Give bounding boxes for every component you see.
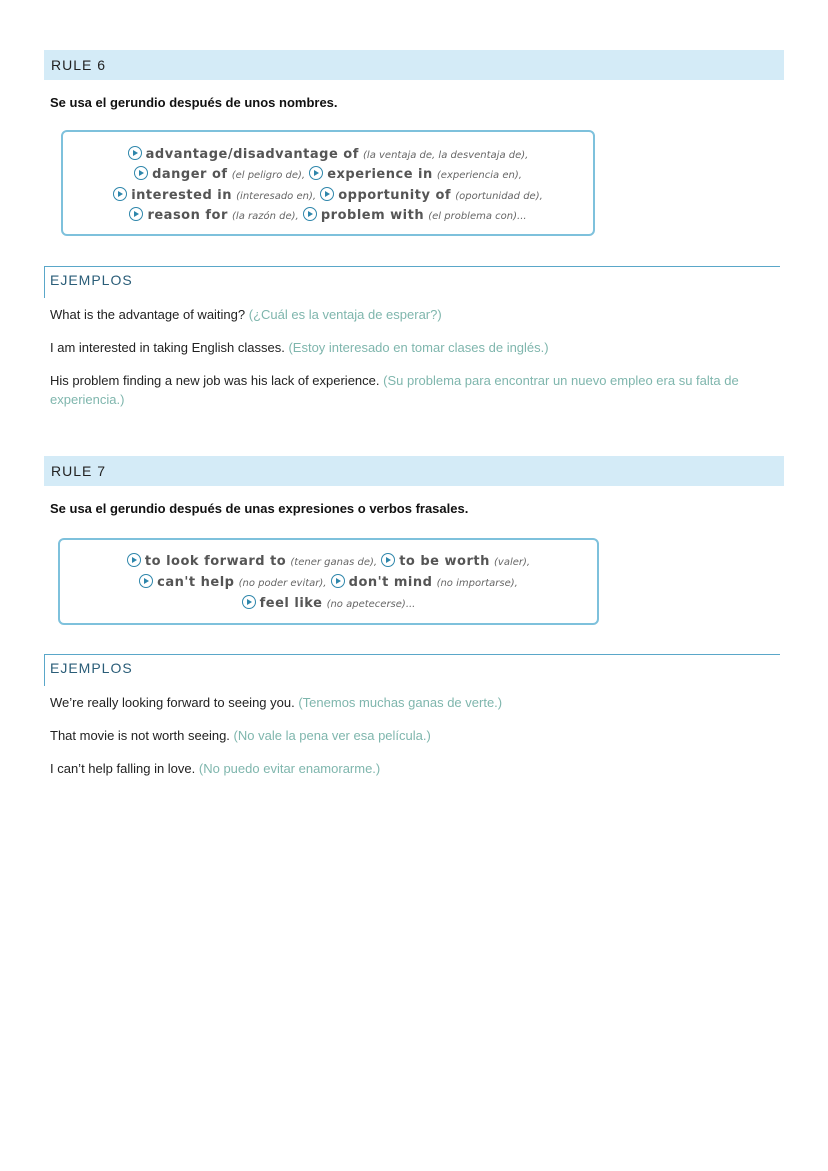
example-english: I can’t help falling in love.	[50, 761, 196, 776]
rule6-examples-heading: EJEMPLOS	[44, 266, 780, 298]
vocab-term: interested in	[131, 188, 232, 203]
example-translation: (Su problema para encontrar un nuevo empleo era su falta de experiencia.)	[50, 373, 739, 407]
rule6-heading: RULE 6	[44, 50, 784, 80]
example-translation: (No vale la pena ver esa película.)	[233, 728, 431, 743]
vocab-line	[63, 187, 593, 203]
play-circle-icon	[128, 146, 142, 160]
rule6-vocab-box	[61, 130, 595, 236]
rule7-description: Se usa el gerundio después de unas expresiones o verbos frasales.	[50, 501, 469, 516]
example-translation: (¿Cuál es la ventaja de esperar?)	[248, 307, 442, 322]
example-sentence	[50, 305, 770, 324]
vocab-term: advantage/disadvantage of	[145, 147, 359, 162]
vocab-term: to look forward to	[144, 554, 287, 569]
vocab-term: problem with	[320, 208, 425, 223]
play-circle-icon	[331, 574, 345, 588]
vocab-item	[309, 167, 522, 182]
vocab-line	[63, 146, 593, 162]
vocab-item	[129, 208, 298, 223]
vocab-term: feel like	[259, 596, 323, 611]
play-circle-icon	[113, 187, 127, 201]
vocab-term: opportunity of	[338, 188, 452, 203]
vocab-term: can't help	[157, 575, 235, 590]
vocab-item	[303, 208, 527, 223]
vocab-item	[381, 554, 530, 569]
vocab-translation: (oportunidad de),	[455, 191, 543, 202]
vocab-translation: (la ventaja de, la desventaja de),	[363, 150, 529, 161]
vocab-line	[63, 207, 593, 223]
play-circle-icon	[242, 595, 256, 609]
vocab-translation: (tener ganas de),	[290, 557, 378, 568]
vocab-translation: (el peligro de),	[231, 170, 306, 181]
vocab-item	[128, 147, 529, 162]
vocab-item	[320, 188, 543, 203]
rule6-description: Se usa el gerundio después de unos nombres.	[50, 95, 338, 110]
example-translation: (Tenemos muchas ganas de verte.)	[298, 695, 503, 710]
vocab-translation: (no apetecerse)...	[326, 599, 416, 610]
vocab-item	[113, 188, 316, 203]
vocab-item	[139, 575, 326, 590]
vocab-term: danger of	[152, 167, 228, 182]
play-circle-icon	[381, 553, 395, 567]
example-sentence	[50, 759, 770, 778]
vocab-term: experience in	[327, 167, 433, 182]
vocab-line	[60, 574, 597, 590]
example-english: What is the advantage of waiting?	[50, 307, 246, 322]
vocab-term: reason for	[147, 208, 228, 223]
example-sentence	[50, 371, 770, 409]
play-circle-icon	[303, 207, 317, 221]
play-circle-icon	[127, 553, 141, 567]
example-sentence	[50, 726, 770, 745]
example-english: That movie is not worth seeing.	[50, 728, 230, 743]
vocab-translation: (no poder evitar),	[238, 578, 327, 589]
vocab-line	[63, 166, 593, 182]
vocab-translation: (el problema con)...	[428, 211, 527, 222]
example-translation: (No puedo evitar enamorarme.)	[198, 761, 381, 776]
play-circle-icon	[309, 166, 323, 180]
example-english: His problem finding a new job was his lack of experience.	[50, 373, 380, 388]
vocab-translation: (experiencia en),	[436, 170, 522, 181]
rule7-heading: RULE 7	[44, 456, 784, 486]
rule7-examples-heading: EJEMPLOS	[44, 654, 780, 686]
vocab-translation: (valer),	[494, 557, 531, 568]
vocab-translation: (no importarse),	[436, 578, 518, 589]
play-circle-icon	[129, 207, 143, 221]
example-english: We’re really looking forward to seeing you.	[50, 695, 295, 710]
vocab-translation: (interesado en),	[236, 191, 317, 202]
vocab-item	[242, 596, 416, 611]
vocab-term: don't mind	[348, 575, 433, 590]
vocab-item	[331, 575, 518, 590]
vocab-line	[60, 553, 597, 569]
vocab-line	[60, 595, 597, 611]
vocab-translation: (la razón de),	[232, 211, 299, 222]
play-circle-icon	[320, 187, 334, 201]
example-sentence	[50, 693, 770, 712]
play-circle-icon	[139, 574, 153, 588]
example-sentence	[50, 338, 770, 357]
rule7-vocab-box	[58, 538, 599, 625]
example-english: I am interested in taking English classes.	[50, 340, 285, 355]
vocab-item	[134, 167, 305, 182]
play-circle-icon	[134, 166, 148, 180]
vocab-item	[127, 554, 377, 569]
example-translation: (Estoy interesado en tomar clases de inglés.)	[288, 340, 549, 355]
vocab-term: to be worth	[399, 554, 490, 569]
